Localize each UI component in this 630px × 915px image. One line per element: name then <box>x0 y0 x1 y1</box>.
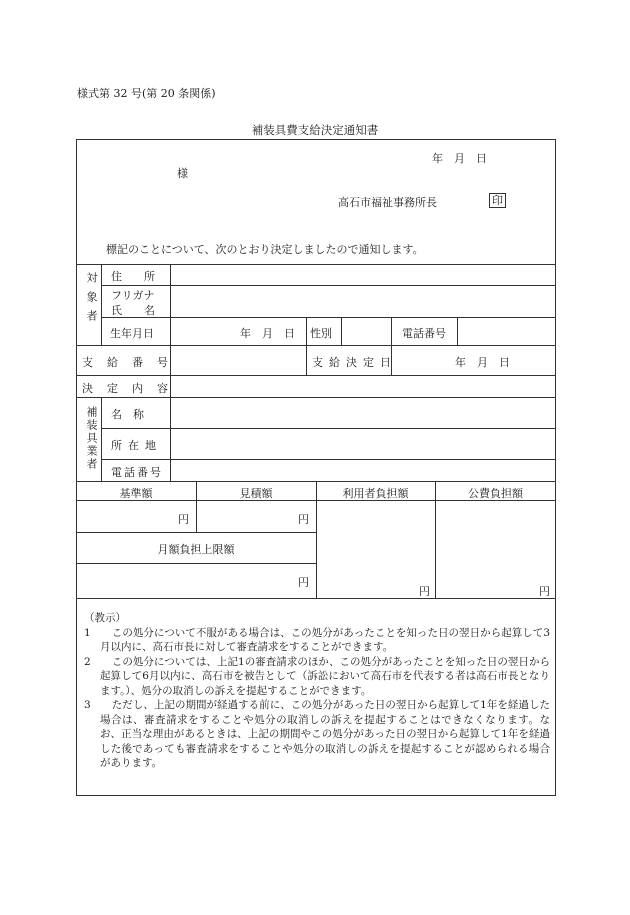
birth-date-label: 生年月日 <box>110 327 154 340</box>
phone-label: 電話番号 <box>402 327 446 340</box>
rule <box>76 345 556 346</box>
birth-date-value: 年 月 日 <box>240 327 295 340</box>
subject-group-label: 対象者 <box>85 272 98 329</box>
standard-amount-yen: 円 <box>178 513 189 526</box>
payment-number-label: 支給番号 <box>82 356 182 369</box>
rule <box>170 264 171 481</box>
appeal-notice <box>84 611 550 771</box>
notice-item-1: 1 この処分について不服がある場合は、この処分があったことを知った日の翌日から起算して3月以内に、高石市長に対して審査請求をすることができます。 <box>84 626 550 653</box>
vendor-phone-label: 電話番号 <box>111 466 163 479</box>
notice-heading: （教示） <box>84 612 126 624</box>
decision-date-value: 年 月 日 <box>455 356 510 369</box>
issuer-name: 高石市福祉事務所長 <box>338 196 437 209</box>
seal-mark <box>489 193 506 208</box>
rule <box>76 563 316 564</box>
rule <box>76 375 556 376</box>
decision-date-label: 支給決定日 <box>312 356 397 369</box>
name-label: 氏 名 <box>111 304 155 317</box>
decision-content-label: 決定内容 <box>82 382 182 395</box>
seal-text: 印 <box>489 193 506 208</box>
standard-amount-header: 基準額 <box>119 487 153 500</box>
vendor-location-label: 所在地 <box>111 439 162 452</box>
address-label: 住 所 <box>111 270 155 283</box>
rule <box>76 264 556 265</box>
issue-date: 年 月 日 <box>432 152 487 165</box>
intro-text: 標記のことについて、次のとおり決定しましたので通知します。 <box>106 243 424 256</box>
estimate-amount-header: 見積額 <box>239 487 273 500</box>
public-burden-yen: 円 <box>539 585 550 598</box>
vendor-group-label: 補装具業者 <box>85 406 98 471</box>
sex-label: 性別 <box>310 327 332 340</box>
monthly-cap-yen: 円 <box>298 576 309 589</box>
rule <box>101 397 102 481</box>
estimate-amount-yen: 円 <box>298 513 309 526</box>
addressee-suffix: 様 <box>177 167 188 180</box>
furigana-label: フリガナ <box>111 289 155 302</box>
rule <box>457 317 458 345</box>
notice-item-2: 2 この処分については、上記1の審査請求のほか、この処分があったことを知った日の翌日から起算して6月以内に、高石市を被告として（訴訟において高石市を代表する者は高石市長となります。）、処分の取消しの訴えを提起することができます。 <box>84 655 550 697</box>
user-burden-yen: 円 <box>419 585 430 598</box>
form-id: 様式第 32 号(第 20 条関係) <box>77 87 216 100</box>
document-title: 補装具費支給決定通知書 <box>251 123 379 137</box>
vendor-name-label: 名 称 <box>111 408 144 421</box>
rule <box>341 317 342 345</box>
rule <box>101 264 102 345</box>
notice-item-3: 3 ただし、上記の期間が経過する前に、この処分があった日の翌日から起算して1年を経過した場合は、審査請求をすることや処分の取消しの訴えを提起することはできなくなります。なお、正当な理由があるときは、上記の期間やこの処分があった日の翌日から起算して1年を経過した後であっても審査請求をすることや処分の取消しの訴えを提起することが認められる場合があります。 <box>84 699 551 769</box>
monthly-cap-label: 月額負担上限額 <box>157 543 235 556</box>
rule <box>76 532 316 533</box>
public-burden-header: 公費負担額 <box>468 487 523 500</box>
rule <box>76 397 556 398</box>
user-burden-header: 利用者負担額 <box>342 487 409 500</box>
rule <box>306 317 307 375</box>
rule <box>76 598 556 599</box>
